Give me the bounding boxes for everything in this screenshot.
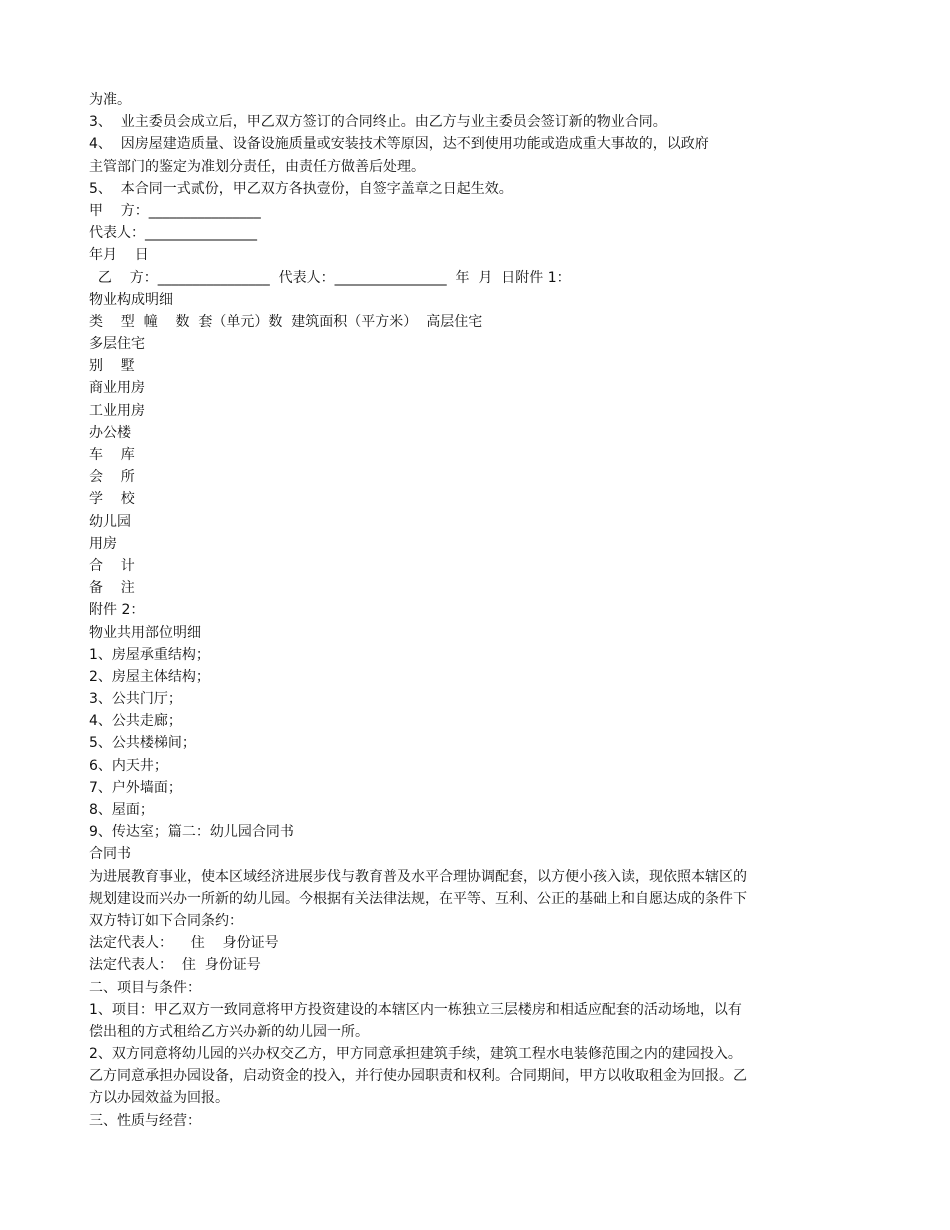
document-line: 学 校 xyxy=(89,491,135,508)
document-line: 类 型 幢 数 套（单元）数 建筑面积（平方米） 高层住宅 xyxy=(89,313,483,330)
document-body xyxy=(89,89,869,1132)
document-line: 合同书 xyxy=(89,846,131,863)
document-line: 为进展教育事业，使本区域经济进展步伐与教育普及水平合理协调配套，以方便小孩入读，现依照本辖区的 xyxy=(89,868,747,885)
document-line: 备 注 xyxy=(89,580,135,597)
document-line: 多层住宅 xyxy=(89,336,145,353)
document-line: 方以办园效益为回报。 xyxy=(89,1090,229,1107)
document-line: 工业用房 xyxy=(89,402,145,419)
document-line: 幼儿园 xyxy=(89,513,131,530)
document-line: 2、双方同意将幼儿园的兴办权交乙方，甲方同意承担建筑手续，建筑工程水电装修范围之内的建园投入。 xyxy=(89,1046,742,1063)
document-line: 车 库 xyxy=(89,447,135,463)
document-line: 法定代表人： 住 身份证号 xyxy=(89,957,261,974)
document-line: 1、项目：甲乙双方一致同意将甲方投资建设的本辖区内一栋独立三层楼房和相适应配套的活动场地，以有 xyxy=(89,1001,742,1018)
document-line: 3、 业主委员会成立后，甲乙双方签订的合同终止。由乙方与业主委员会签订新的物业合同。 xyxy=(89,114,667,131)
document-line: 物业共用部位明细 xyxy=(89,624,201,641)
document-line: 规划建设而兴办一所新的幼儿园。今根据有关法律法规，在平等、互利、公正的基础上和自愿达成的条件下 xyxy=(89,890,747,907)
document-line: 4、公共走廊； xyxy=(89,713,182,730)
document-line: 主管部门的鉴定为准划分责任，由责任方做善后处理。 xyxy=(89,158,425,175)
document-line: 7、户外墙面； xyxy=(89,779,182,796)
document-line: 二、项目与条件： xyxy=(89,979,201,996)
document-line: 法定代表人： 住 身份证号 xyxy=(89,935,279,952)
document-line: 办公楼 xyxy=(89,424,131,441)
document-line: 三、性质与经营： xyxy=(89,1112,201,1129)
document-line: 为准。 xyxy=(89,92,131,108)
document-line: 乙方同意承担办园设备，启动资金的投入，并行使办园职责和权利。合同期间，甲方以收取租金为回报。乙 xyxy=(89,1068,747,1085)
document-line: 6、内天井； xyxy=(89,757,168,774)
document-line: 乙 方：________________ 代表人：________________ 年 月 日附件 1： xyxy=(89,269,571,286)
document-line: 甲 方：________________ xyxy=(89,202,261,219)
document-line: 商业用房 xyxy=(89,380,145,397)
document-line: 1、房屋承重结构； xyxy=(89,646,210,663)
document-line: 别 墅 xyxy=(89,358,135,375)
document-line: 物业构成明细 xyxy=(89,291,173,308)
document-line: 会 所 xyxy=(89,469,135,486)
document-line: 5、 本合同一式贰份，甲乙双方各执壹份，自签字盖章之日起生效。 xyxy=(89,180,513,197)
document-line: 年月 日 xyxy=(89,247,149,264)
document-line: 附件 2： xyxy=(89,602,145,619)
document-line: 9、传达室；篇二：幼儿园合同书 xyxy=(89,824,294,841)
document-line: 双方特订如下合同条约： xyxy=(89,912,243,929)
document-line: 3、公共门厅； xyxy=(89,691,182,708)
document-line: 代表人：________________ xyxy=(89,225,257,242)
document-line: 8、屋面； xyxy=(89,802,154,818)
document-line: 5、公共楼梯间； xyxy=(89,735,196,752)
document-line: 4、 因房屋建造质量、设备设施质量或安装技术等原因，达不到使用功能或造成重大事故的，以政府 xyxy=(89,136,709,153)
document-line: 合 计 xyxy=(89,557,135,574)
document-line: 2、房屋主体结构； xyxy=(89,668,210,685)
document-line: 用房 xyxy=(89,535,117,552)
document-line: 偿出租的方式租给乙方兴办新的幼儿园一所。 xyxy=(89,1023,369,1040)
